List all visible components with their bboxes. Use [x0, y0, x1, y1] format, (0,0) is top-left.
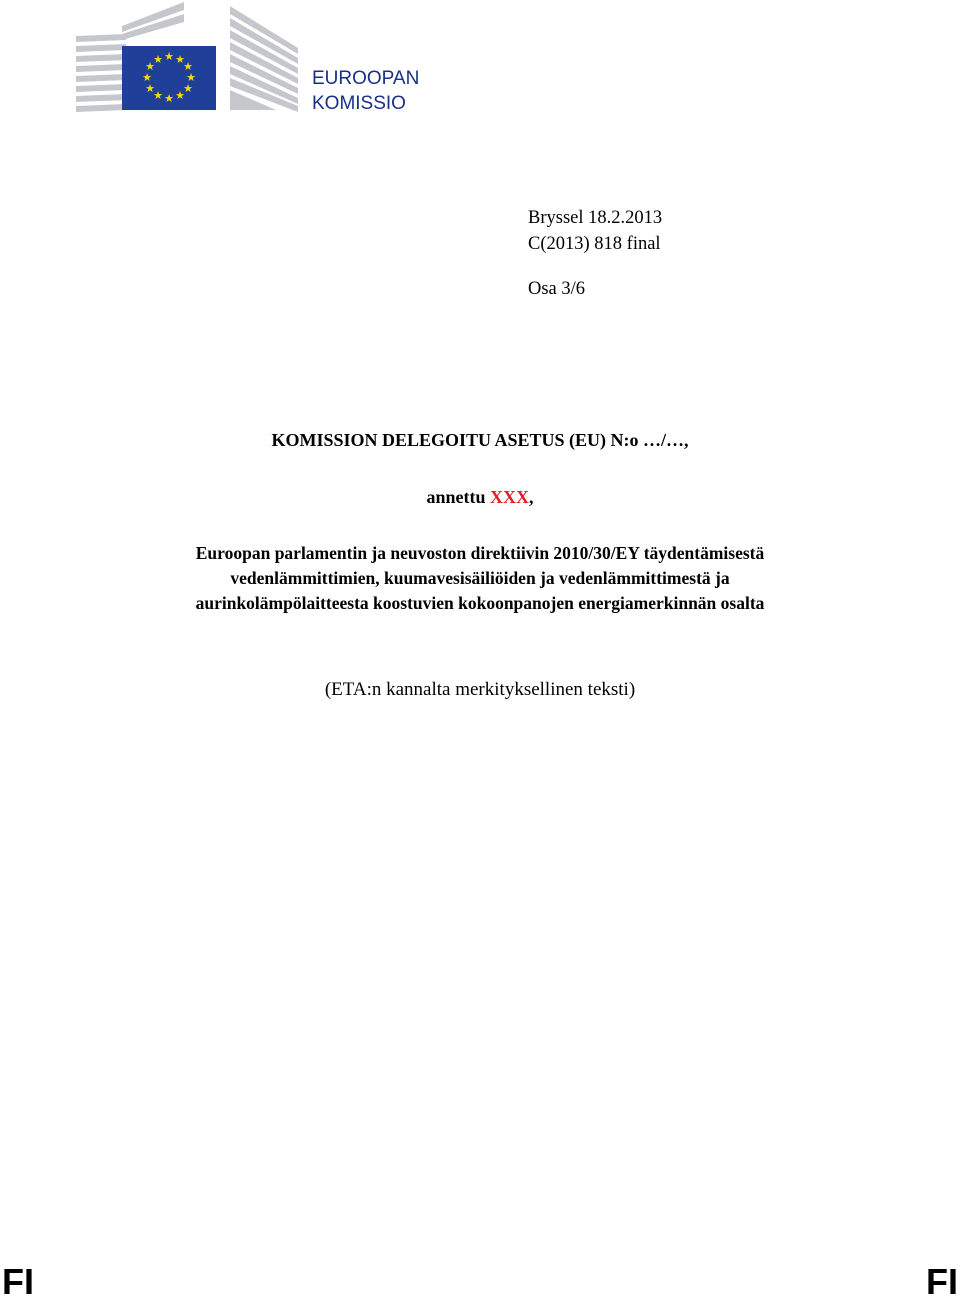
subject-line: aurinkolämpölaitteesta koostuvien kokoonpanojen energiamerkinnän osalta: [195, 593, 765, 613]
svg-text:★: ★: [142, 71, 152, 84]
svg-text:★: ★: [145, 82, 155, 95]
svg-text:★: ★: [164, 50, 174, 63]
svg-text:★: ★: [175, 89, 185, 102]
document-reference: C(2013) 818 final: [528, 234, 661, 254]
svg-text:★: ★: [186, 71, 196, 84]
language-code-left: FI: [2, 1261, 34, 1302]
given-date-line: [0, 485, 960, 509]
given-suffix: ,: [529, 487, 534, 507]
svg-text:★: ★: [164, 92, 174, 105]
european-commission-logo: [76, 0, 298, 112]
language-code-right: FI: [926, 1261, 958, 1302]
org-name-line-2: KOMISSIO: [312, 93, 406, 114]
org-name-line-1: EUROOPAN: [312, 68, 420, 89]
svg-text:★: ★: [153, 89, 163, 102]
subject-line: vedenlämmittimien, kuumavesisäiliöiden ja vedenlämmittimestä ja: [230, 568, 730, 588]
svg-text:★: ★: [183, 82, 193, 95]
document-title: KOMISSION DELEGOITU ASETUS (EU) N:o …/…,: [271, 430, 689, 450]
svg-text:★: ★: [145, 60, 155, 73]
document-part: Osa 3/6: [528, 279, 586, 299]
subject-line: Euroopan parlamentin ja neuvoston direktiivin 2010/30/EY täydentämisestä: [195, 543, 765, 563]
document-subject: [0, 541, 960, 616]
svg-text:★: ★: [153, 53, 163, 66]
svg-text:★: ★: [183, 60, 193, 73]
document-date: Bryssel 18.2.2013: [528, 208, 663, 228]
building-and-flag-icon: [76, 0, 298, 112]
eea-relevance-note: (ETA:n kannalta merkityksellinen teksti): [324, 679, 636, 700]
given-prefix: annettu: [426, 487, 490, 507]
date-placeholder: XXX: [490, 487, 529, 507]
svg-text:★: ★: [175, 53, 185, 66]
organisation-name: [312, 66, 419, 116]
